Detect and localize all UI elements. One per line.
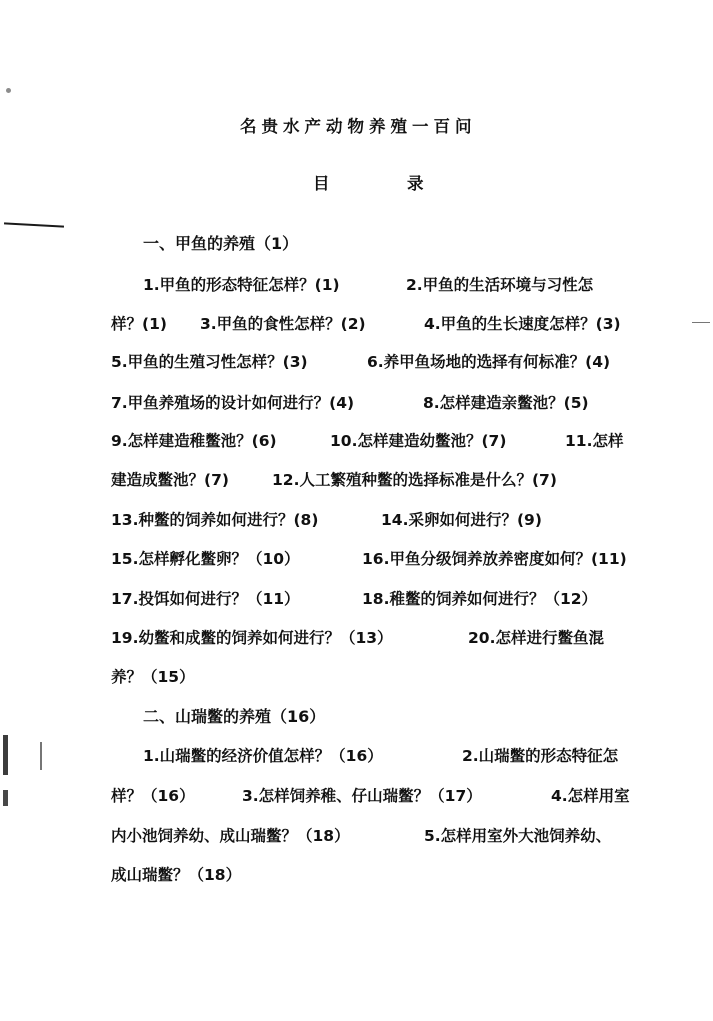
toc-entry: 5.甲鱼的生殖习性怎样？(3) — [111, 353, 308, 371]
toc-entry: 成山瑞鳖？（18） — [111, 866, 242, 884]
toc-entry: 样？(1) — [111, 315, 167, 333]
scan-mark — [3, 735, 8, 775]
toc-entry: 养？（15） — [111, 668, 195, 686]
toc-heading-right: 录 — [407, 174, 424, 193]
toc-entry: 1.甲鱼的形态特征怎样？(1) — [143, 276, 340, 294]
toc-entry: 18.稚鳖的饲养如何进行？（12） — [362, 590, 598, 608]
toc-entry: 16.甲鱼分级饲养放养密度如何？(11) — [362, 550, 627, 568]
toc-entry: 6.养甲鱼场地的选择有何标准？(4) — [367, 353, 611, 371]
toc-entry: 3.怎样饲养稚、仔山瑞鳖？（17） — [242, 787, 482, 805]
toc-entry: 10.怎样建造幼鳖池？(7) — [330, 432, 507, 450]
toc-entry: 7.甲鱼养殖场的设计如何进行？(4) — [111, 394, 355, 412]
scan-mark — [6, 88, 11, 93]
toc-heading-left: 目 — [313, 174, 330, 193]
toc-entry: 2.山瑞鳖的形态特征怎 — [462, 747, 619, 765]
scan-mark — [692, 322, 710, 323]
toc-entry: 5.怎样用室外大池饲养幼、 — [424, 827, 612, 845]
toc-entry: 8.怎样建造亲鳖池？(5) — [423, 394, 589, 412]
toc-entry: 12.人工繁殖种鳖的选择标准是什么？(7) — [272, 471, 557, 489]
toc-entry: 17.投饵如何进行？（11） — [111, 590, 300, 608]
toc-entry: 13.种鳖的饲养如何进行？(8) — [111, 511, 319, 529]
section-heading: 二、山瑞鳖的养殖（16） — [143, 707, 326, 726]
toc-entry: 3.甲鱼的食性怎样？(2) — [200, 315, 366, 333]
toc-entry: 4.甲鱼的生长速度怎样？(3) — [424, 315, 621, 333]
toc-entry: 2.甲鱼的生活环境与习性怎 — [406, 276, 594, 294]
toc-entry: 11.怎样 — [565, 432, 624, 450]
scan-mark — [4, 222, 64, 227]
scan-mark — [40, 742, 42, 770]
toc-entry: 内小池饲养幼、成山瑞鳖？（18） — [111, 827, 350, 845]
toc-entry: 20.怎样进行鳖鱼混 — [468, 629, 604, 647]
toc-entry: 4.怎样用室 — [551, 787, 630, 805]
toc-entry: 9.怎样建造稚鳖池？(6) — [111, 432, 277, 450]
toc-entry: 样？（16） — [111, 787, 195, 805]
toc-entry: 建造成鳖池？(7) — [111, 471, 229, 489]
section-heading: 一、甲鱼的养殖（1） — [143, 234, 299, 253]
book-title: 名贵水产动物养殖一百问 — [240, 117, 477, 136]
toc-entry: 14.采卵如何进行？(9) — [381, 511, 542, 529]
scan-mark — [3, 790, 8, 806]
toc-entry: 15.怎样孵化鳖卵？（10） — [111, 550, 300, 568]
toc-entry: 1.山瑞鳖的经济价值怎样？（16） — [143, 747, 383, 765]
toc-entry: 19.幼鳖和成鳖的饲养如何进行？（13） — [111, 629, 393, 647]
